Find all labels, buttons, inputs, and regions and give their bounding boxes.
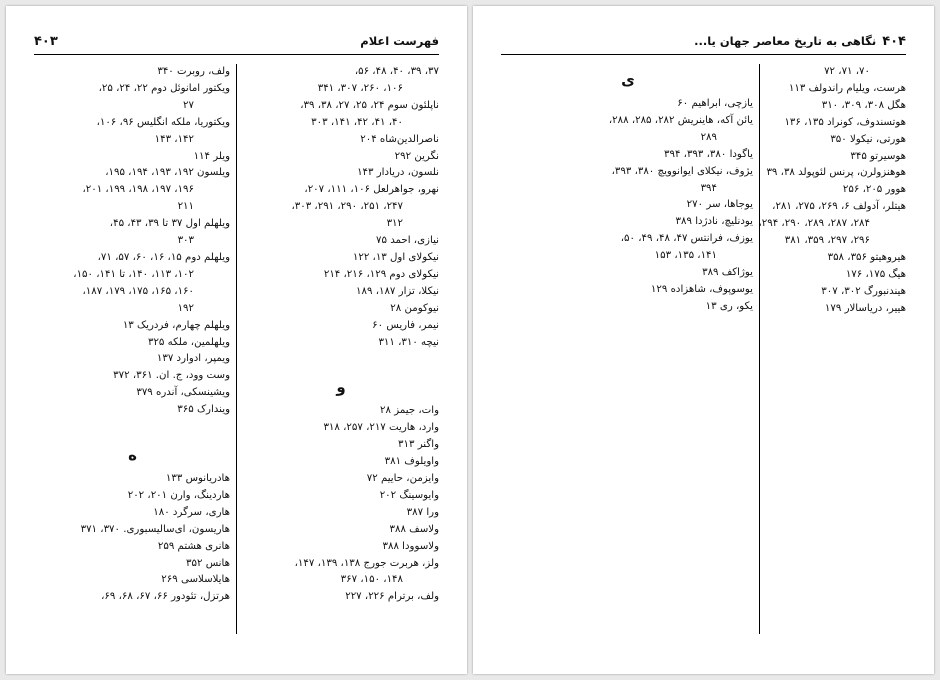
- index-entry: هرست، ویلیام راندولف ۱۱۳: [788, 82, 906, 94]
- index-columns: [34, 64, 439, 634]
- index-entry-continuation: ۲۹۶، ۲۹۷، ۳۵۹، ۳۸۱: [784, 235, 870, 247]
- page-number: ۴۰۳: [34, 33, 58, 49]
- index-entry-continuation: ۳۰۳: [177, 235, 194, 247]
- index-entry: ولاسوودا ۳۸۸: [382, 540, 439, 552]
- section-spacer: [35, 419, 230, 439]
- index-column-left: [503, 64, 753, 634]
- index-column-right: [243, 64, 439, 634]
- left-page-header: [34, 32, 439, 50]
- index-entry: نیچه ۳۱۰، ۳۱۱: [378, 336, 439, 348]
- index-entry: ویمپر، ادوارد ۱۳۷: [156, 353, 230, 365]
- header-rule: [501, 54, 906, 55]
- index-entry-continuation: ۷۰، ۷۱، ۷۲: [824, 66, 870, 77]
- index-entry-continuation: ۱۰۶، ۲۶۰، ۳۰۷، ۳۴۱: [317, 82, 403, 94]
- index-entry: نیکولای اول ۱۳، ۱۲۲: [352, 251, 439, 263]
- index-entry: یازچی، ابراهیم ۶۰: [677, 98, 753, 109]
- index-entry: هاریسون، ای‌سالیسبوری. ۳۷۰، ۳۷۱: [80, 523, 230, 535]
- column-divider: [236, 64, 237, 634]
- right-page-header: [501, 32, 906, 50]
- index-entry: ویلهلم اول ۳۷ تا ۳۹، ۴۳، ۴۵،: [109, 218, 230, 230]
- index-entry: ویکتور امانوئل دوم ۲۲، ۲۴، ۲۵،: [98, 82, 230, 94]
- index-entry: نیکلا، تزار ۱۸۷، ۱۸۹: [356, 285, 439, 297]
- header-title: فهرست اعلام: [360, 34, 439, 48]
- index-column-right: [758, 64, 906, 634]
- index-entry-continuation: ۳۱۲: [386, 218, 403, 230]
- index-entry: هیتلر، آدولف ۶، ۲۶۹، ۲۷۵، ۲۸۱،: [772, 201, 906, 213]
- index-entry: هایلاسلاسی ۲۶۹: [161, 574, 230, 586]
- left-page: [6, 6, 467, 674]
- index-entry: هییر، دریاسالار ۱۷۹: [824, 302, 906, 314]
- index-entry: هیندنبورگ ۳۰۲، ۳۰۷: [821, 285, 906, 297]
- index-entry: یوسوپوف، شاهزاده ۱۲۹: [650, 283, 753, 295]
- page-number: ۴۰۴: [882, 33, 906, 49]
- index-entry: وایزمن، حاییم ۷۲: [366, 473, 439, 485]
- index-entry: نلسون، دریادار ۱۴۳: [357, 167, 439, 179]
- index-entry: یاگودا ۳۸۰، ۳۹۳، ۳۹۴: [664, 148, 753, 160]
- index-entry: ولاسف ۳۸۸: [389, 523, 439, 535]
- index-entry: ولز، هربرت جورج ۱۳۸، ۱۳۹، ۱۴۷،: [294, 557, 439, 569]
- index-entry-continuation: ۱۹۶، ۱۹۷، ۱۹۸، ۱۹۹، ۲۰۱،: [82, 184, 194, 196]
- index-entry: یوزف، فرانتس ۴۷، ۴۸، ۴۹، ۵۰،: [620, 233, 753, 245]
- section-letter: ی: [621, 71, 635, 89]
- index-entry: ویکتوریا، ملکه انگلیس ۹۶، ۱۰۶،: [96, 116, 230, 128]
- index-entry: واویلوف ۳۸۱: [384, 456, 439, 468]
- index-entry-continuation: ۲۸۹: [700, 131, 717, 143]
- section-spacer: [243, 351, 439, 371]
- section-letter: ه: [128, 446, 137, 465]
- index-entry: ویلسون ۱۹۲، ۱۹۳، ۱۹۴، ۱۹۵،: [105, 167, 230, 179]
- column-divider: [759, 64, 760, 634]
- index-entry-continuation: ۱۴۱، ۱۳۵، ۱۵۳: [654, 250, 717, 262]
- index-entry-continuation: ۱۰۲، ۱۱۳، ۱۴۰، تا ۱۴۱، ۱۵۰،: [73, 268, 194, 280]
- index-entry: وایوسینگ ۲۰۲: [379, 489, 439, 501]
- index-entry: ویلهلم دوم ۱۵، ۱۶، ۶۰، ۵۷، ۷۱،: [97, 251, 230, 263]
- index-entry: هانری هشتم ۲۵۹: [157, 540, 230, 552]
- index-entry: وست وود، ج. ان. ۳۶۱، ۳۷۲: [113, 370, 230, 382]
- index-entry: ولف، برترام ۲۲۶، ۲۲۷: [345, 591, 439, 603]
- index-entry: هاردینگ، وارن ۲۰۱، ۲۰۲: [127, 489, 230, 501]
- index-entry: ناصرالدین‌شاه ۲۰۴: [360, 133, 439, 145]
- index-entry-continuation: ۱۴۸، ۱۵۰، ۳۶۷: [340, 574, 403, 586]
- index-entry-continuation: ۴۰، ۴۱، ۴۲، ۱۴۱، ۳۰۳: [311, 116, 403, 128]
- header-title: نگاهی به تاریخ معاصر جهان یا...: [694, 34, 877, 48]
- index-entry-continuation: ۱۴۲، ۱۴۳: [154, 133, 194, 145]
- index-entry: هوتسندوف، کونراد ۱۳۵، ۱۳۶: [784, 116, 906, 128]
- index-entry: هورتی، نیکولا ۳۵۰: [830, 133, 906, 145]
- index-columns: [501, 64, 906, 634]
- index-entry: هیروهیتو ۳۵۶، ۳۵۸: [827, 251, 906, 263]
- index-entry: هگل ۳۰۸، ۳۰۹، ۳۱۰: [821, 99, 906, 111]
- index-entry: یکو، ری ۱۳: [705, 300, 753, 312]
- index-entry-continuation: ۱۶۰، ۱۶۵، ۱۷۵، ۱۷۹، ۱۸۷،: [82, 285, 194, 297]
- index-entry: یوژاکف ۳۸۹: [702, 267, 753, 279]
- index-entry-continuation: ۲۷: [183, 99, 194, 111]
- header-group: [694, 34, 906, 49]
- index-entry: ۳۷، ۳۹، ۴۰، ۴۸، ۵۶،: [354, 66, 439, 77]
- index-entry: هادریانوس ۱۳۳: [165, 473, 230, 485]
- index-entry: هوور ۲۰۵، ۲۵۶: [842, 184, 906, 196]
- index-entry: نیکولای دوم ۱۲۹، ۲۱۶، ۲۱۴: [323, 268, 439, 280]
- index-entry: نیوکومن ۲۸: [390, 302, 439, 314]
- index-entry: نگرین ۲۹۲: [394, 150, 439, 162]
- index-entry: هانس ۳۵۲: [186, 557, 230, 569]
- header-rule: [34, 54, 439, 55]
- index-entry: ناپلئون سوم ۲۴، ۲۵، ۲۷، ۳۸، ۳۹،: [300, 99, 439, 111]
- index-entry: وات، جیمز ۲۸: [380, 405, 439, 417]
- index-entry: یائن آکه، هاینریش ۲۸۲، ۲۸۵، ۲۸۸،: [608, 114, 753, 126]
- index-entry: ورا ۳۸۷: [406, 506, 439, 518]
- index-entry: وارد، هاریت ۲۱۷، ۲۵۷، ۳۱۸: [323, 422, 439, 434]
- right-page: [473, 6, 934, 674]
- index-entry: هوسیرتو ۳۴۵: [850, 150, 906, 162]
- index-entry: هرتزل، تئودور ۶۶، ۶۷، ۶۸، ۶۹،: [101, 591, 230, 603]
- section-letter: و: [336, 378, 346, 397]
- index-entry: ویلهلمین، ملکه ۳۲۵: [147, 336, 230, 348]
- index-entry: ویلهلم چهارم، فردریک ۱۳: [122, 319, 230, 331]
- index-entry: نهرو، جواهرلعل ۱۰۶، ۱۱۱، ۲۰۷،: [304, 184, 439, 196]
- index-entry: هوهنزولرن، پرنس لئوپولد ۳۸، ۳۹: [766, 167, 906, 179]
- index-entry: ویلر ۱۱۴: [193, 150, 230, 162]
- index-entry-continuation: ۲۴۷، ۲۵۱، ۲۹۰، ۲۹۱، ۳۰۳،: [291, 201, 403, 213]
- index-entry: ولف، روبرت ۳۴۰: [157, 66, 230, 77]
- index-entry: یودنلیچ، نادژدا ۳۸۹: [675, 216, 753, 228]
- index-entry: نیمر، فاریس ۶۰: [372, 319, 439, 331]
- index-entry-continuation: ۲۱۱: [177, 201, 194, 213]
- header-group: [360, 34, 439, 48]
- index-entry: یوجاها، سر ۲۷۰: [686, 199, 753, 211]
- index-entry: هیگ ۱۷۵، ۱۷۶: [845, 268, 906, 280]
- index-entry: واگنر ۳۱۳: [398, 439, 439, 451]
- index-entry: یژوف، نیکلای ایوانوویچ ۳۸۰، ۳۹۳،: [611, 165, 753, 177]
- index-column-left: [35, 64, 230, 634]
- index-entry: ویشینسکی، آندره ۳۷۹: [136, 387, 230, 399]
- index-entry-continuation: ۱۹۲: [177, 302, 194, 314]
- index-entry: هاری، سرگرد ۱۸۰: [153, 506, 230, 518]
- index-entry-continuation: ۳۹۴: [700, 182, 717, 194]
- index-entry: نیازی، احمد ۷۵: [376, 235, 439, 247]
- index-entry-continuation: ۲۸۴، ۲۸۷، ۲۸۹، ۲۹۰، ۲۹۴،: [758, 218, 870, 230]
- index-entry: ویندارک ۳۶۵: [177, 404, 230, 416]
